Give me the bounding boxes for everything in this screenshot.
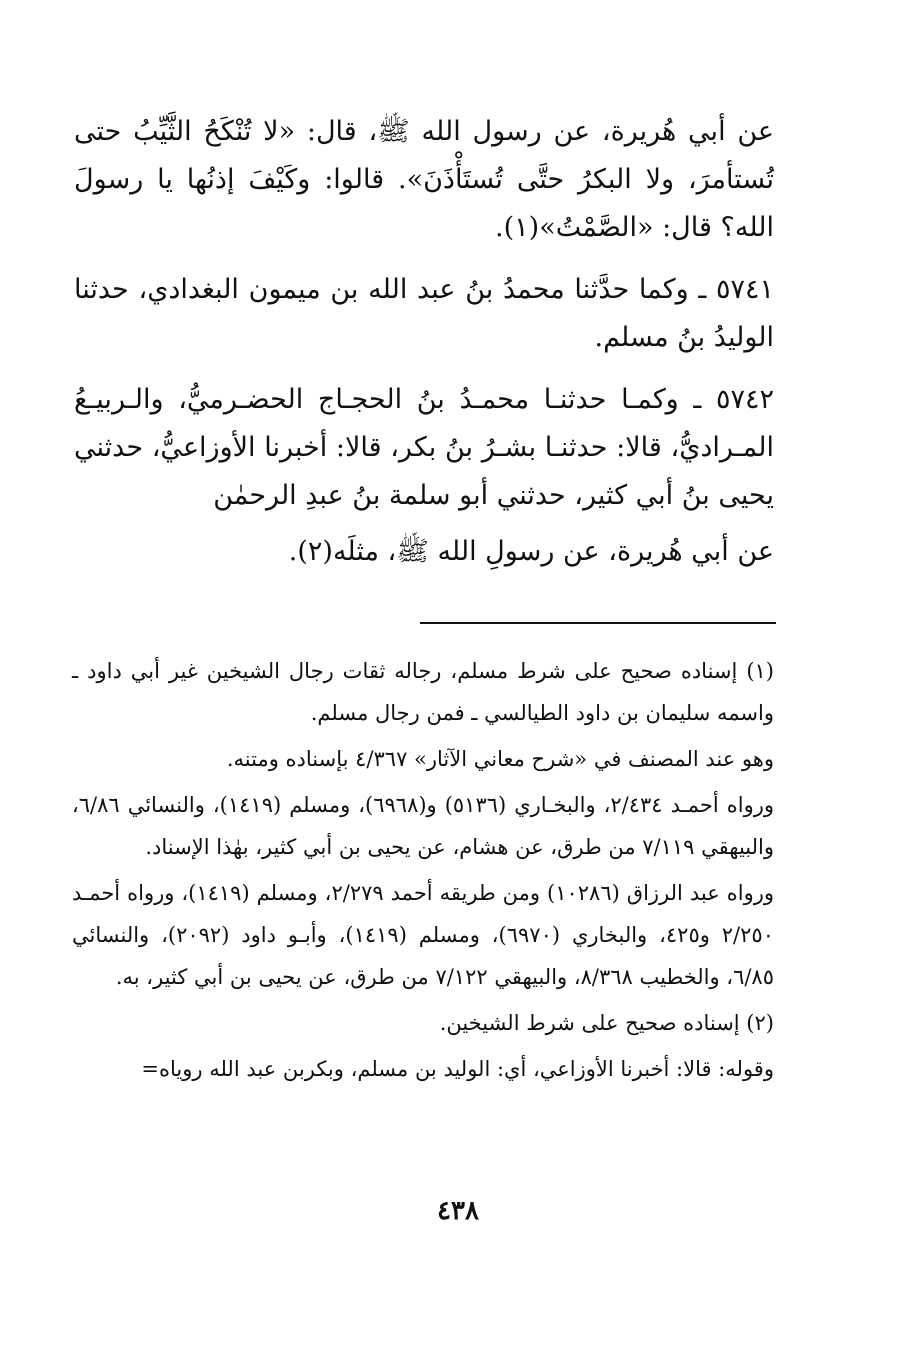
hadith-5742: ٥٧٤٢ ـ وكمـا حدثنـا محمـدُ بنُ الحجـاج الحضـرميُّ، والـربيـعُ المـراديُّ، قالا: حدثنـا بشـرُ بنُ بكر، قالا: أخبرنا الأوزاعيُّ، حدثني يحيى بنُ أبي كثير، حدثني أبو سلمة بنُ عبدِ الرحمٰن <box>74 384 774 511</box>
footnote-separator <box>420 622 776 624</box>
hadith-5741: ٥٧٤١ ـ وكما حدَّثنا محمدُ بنُ عبد الله بن ميمون البغدادي، حدثنا الوليدُ بنُ مسلم. <box>74 274 774 353</box>
footnote-1: (١) إسناده صحيح على شرط مسلم، رجاله ثقات رجال الشيخين غير أبي داود ـ واسمه سليمان بن داود الطيالسي ـ فمن رجال مسلم. <box>72 659 774 725</box>
hadith-paragraph: عن أبي هُريرة، عن رسول الله ﷺ، قال: «لا تُنْكَحُ الثَّيِّبُ حتى تُستأمرَ، ولا البكرُ حتَّى تُستَأْذَنَ». قالوا: وكَيْفَ إذنُها يا رسولَ الله؟ قال: «الصَّمْتُ»(١). <box>74 116 774 243</box>
hadith-5742-matn: عن أبي هُريرة، عن رسولِ الله ﷺ، مثلَه(٢). <box>288 536 774 567</box>
footnote-2: (٢) إسناده صحيح على شرط الشيخين. <box>439 1011 774 1035</box>
footnotes <box>72 650 774 1094</box>
footnote-1-takhrij: ورواه أحمـد ٢/٤٣٤، والبخـاري (٥١٣٦) و(٦٩٦٨)، ومسلم (١٤١٩)، والنسائي ٦/٨٦، والبيهقي ٧/١١٩ من طرق، عن هشام، عن يحيى بن أبي كثير، بهٰذا الإسناد. <box>72 793 774 859</box>
main-text <box>74 108 774 590</box>
footnote-2-comment: وقوله: قالا: أخبرنا الأوزاعي، أي: الوليد بن مسلم، وبكربن عبد الله روياه= <box>141 1057 774 1081</box>
footnote-1-source: وهو عند المصنف في «شرح معاني الآثار» ٤/٣٦٧ بإسناده ومتنه. <box>226 747 774 771</box>
footnote-1-takhrij-2: ورواه عبد الرزاق (١٠٢٨٦) ومن طريقه أحمد ٢/٢٧٩، ومسلم (١٤١٩)، ورواه أحمـد ٢/٢٥٠ و٤٢٥، والبخاري (٦٩٧٠)، ومسلم (١٤١٩)، وأبـو داود (٢٠٩٢)، والنسائي ٦/٨٥، والخطيب ٨/٣٦٨، والبيهقي ٧/١٢٢ من طرق، عن يحيى بن أبي كثير، به. <box>72 881 775 989</box>
page-number: ٤٣٨ <box>437 1196 479 1226</box>
